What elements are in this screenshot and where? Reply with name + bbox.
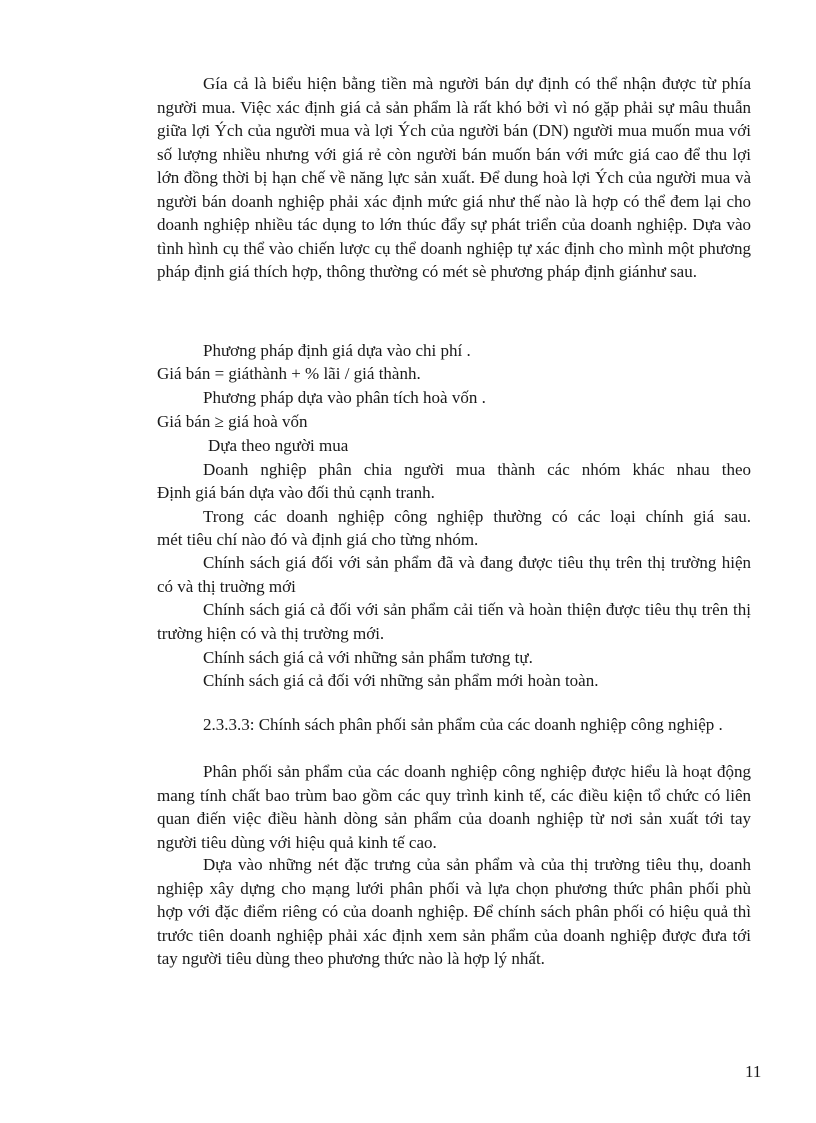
method-competitor-based: Định giá bán dựa vào đối thủ cạnh tranh. <box>157 483 435 502</box>
policy-similar-products: Chính sách giá cả với những sản phẩm tương tự. <box>203 648 533 667</box>
formula-cost-price: Giá bán = giáthành + % lãi / giá thành. <box>157 364 421 383</box>
method-break-even: Phương pháp dựa vào phân tích hoà vốn . <box>203 388 486 407</box>
paragraph-distribution-definition: Phân phối sản phẩm của các doanh nghiệp công nghiệp được hiểu là hoạt động mang tính chất bao trùm bao gồm các quy trình kinh tế, các điều kiện tổ chức có liên quan điến việc điều hành dòng sản phẩm của doanh nghiệp từ nơi sản xuất tới tay người tiêu dùng với hiệu quả kinh tế cao. <box>157 762 751 852</box>
policy-existing-products: Chính sách giá đối với sản phẩm đã và đang được tiêu thụ trên thị trường hiện có và thị truờng mới <box>157 553 751 596</box>
policy-improved-products: Chính sách giá cả đối với sản phẩm cải tiến và hoàn thiện được tiêu thụ trên thị trường hiện có và thị trường mới. <box>157 600 751 643</box>
paragraph-buyer-groups: Doanh nghiệp phân chia người mua thành các nhóm khác nhau theo <box>203 460 751 479</box>
paragraph-price-definition: Gía cả là biểu hiện bằng tiền mà người bán dự định có thể nhận được từ phía người mua. Việc xác định giá cả sản phẩm là rất khó bởi vì nó gặp phải sự mâu thuẫn giữa lợi Ých của người mua và lợi Ých của người bán (DN) người mua muốn mua với số lượng nhiều nhưng với giá rẻ còn người bán muốn bán với mức giá cao để thu lợi lớn đồng thời bị hạn chế về năng lực sản xuất. Để dung hoà lợi Ých của người mua và người bán doanh nghiệp phải xác định mức giá như thế nào là hợp có thể đem lại cho doanh nghiệp nhiều tác dụng to lớn thúc đẩy sự phát triển của doanh nghiệp. Dựa vào tình hình cụ thể vào chiến lược cụ thể doanh nghiệp tự xác định cho mình một phương pháp định giá thích hợp, thông thường có mét sè phương pháp định giánhư sau. <box>157 74 751 281</box>
paragraph-pricing-policies: Trong các doanh nghiệp công nghiệp thường có các loại chính giá sau. <box>203 507 751 526</box>
formula-break-even: Giá bán ≥ giá hoà vốn <box>157 412 308 431</box>
paragraph-criteria: mét tiêu chí nào đó và định giá cho từng nhóm. <box>157 530 479 549</box>
paragraph-distribution-network: Dựa vào những nét đặc trưng của sản phẩm và của thị trường tiêu thụ, doanh nghiệp xây dựng cho mạng lưới phân phối và lựa chọn phương thức phân phối phù hợp với đặc điểm riêng có của doanh nghiệp. Để chính sách phân phối có hiệu quả thì trước tiên doanh nghiệp phải xác định xem sản phẩm của doanh nghiệp được đưa tới tay người tiêu dùng theo phương thức nào là hợp lý nhất. <box>157 855 751 968</box>
method-buyer-based: Dựa theo người mua <box>208 436 349 455</box>
page-number: 11 <box>745 1062 762 1081</box>
method-cost-based: Phương pháp định giá dựa vào chi phí . <box>203 341 471 360</box>
policy-new-products: Chính sách giá cả đối với những sản phẩm mới hoàn toàn. <box>203 671 599 690</box>
section-heading-distribution: 2.3.3.3: Chính sách phân phối sản phẩm của các doanh nghiệp công nghiệp . <box>203 715 723 734</box>
